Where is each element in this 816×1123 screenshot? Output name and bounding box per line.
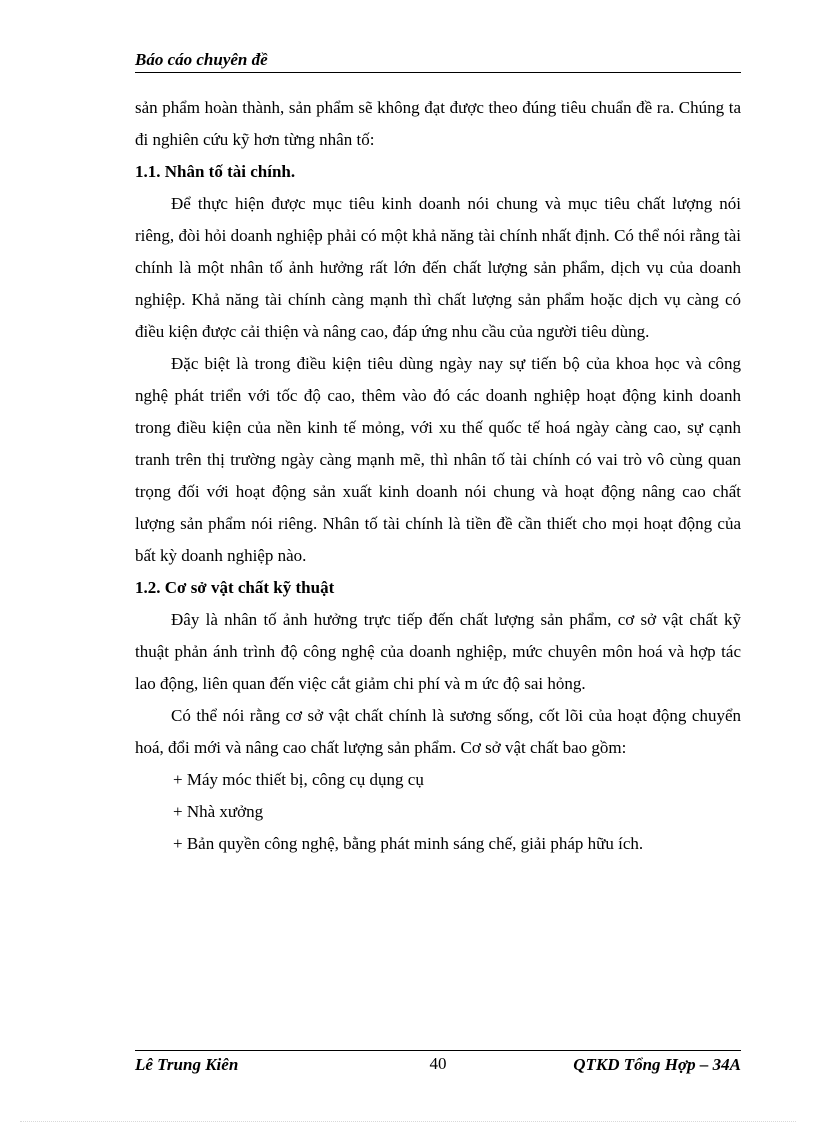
section-heading-financial: 1.1. Nhân tố tài chính. [135,162,296,181]
page-header [135,48,741,73]
page-content [135,92,741,860]
paragraph-infrastructure-1: Đây là nhân tố ảnh hưởng trực tiếp đến chất lượng sản phẩm, cơ sở vật chất kỹ thuật phản ánh trình độ công nghệ của doanh nghiệp, mức chuyên môn hoá và hợp tác lao động, liên quan đến việc cắt giảm chi phí và m ức độ sai hỏng. [135,610,741,693]
list-item: + Máy móc thiết bị, công cụ dụng cụ [173,770,424,789]
list-item: + Bản quyền công nghệ, bằng phát minh sáng chế, giải pháp hữu ích. [173,834,644,853]
footer-class: QTKD Tổng Hợp – 34A [573,1055,741,1074]
list-item: + Nhà xưởng [173,802,264,821]
paragraph-continuation: sản phẩm hoàn thành, sản phẩm sẽ không đạt được theo đúng tiêu chuẩn đề ra. Chúng ta đi nghiên cứu kỹ hơn từng nhân tố: [135,98,741,149]
paragraph-infrastructure-2: Có thể nói rằng cơ sở vật chất chính là sương sống, cốt lõi của hoạt động chuyển hoá, đổi mới và nâng cao chất lượng sản phẩm. Cơ sở vật chất bao gồm: [135,706,741,757]
footer-author: Lê Trung Kiên [135,1055,239,1074]
paragraph-financial-2: Đặc biệt là trong điều kiện tiêu dùng ngày nay sự tiến bộ của khoa học và công nghệ phát triển với tốc độ cao, thêm vào đó các doanh nghiệp hoạt động kinh doanh trong điều kiện của nền kinh tế mỏng, với xu thế quốc tế hoá ngày càng cao, sự cạnh tranh trên thị trường ngày càng mạnh mẽ, thì nhân tố tài chính có vai trò vô cùng quan trọng đối với hoạt động sản xuất kinh doanh nói chung và hoạt động nâng cao chất lượng sản phẩm nói riêng. Nhân tố tài chính là tiền đề cần thiết cho mọi hoạt động của bất kỳ doanh nghiệp nào. [135,354,741,565]
paragraph-financial-1: Để thực hiện được mục tiêu kinh doanh nói chung và mục tiêu chất lượng nói riêng, đòi hỏi doanh nghiệp phải có một khả năng tài chính nhất định. Có thể nói rằng tài chính là một nhân tố ảnh hưởng rất lớn đến chất lượng sản phẩm, dịch vụ của doanh nghiệp. Khả năng tài chính càng mạnh thì chất lượng sản phẩm hoặc dịch vụ càng có điều kiện được cải thiện và nâng cao, đáp ứng nhu cầu của người tiêu dùng. [135,194,741,341]
header-title: Báo cáo chuyên đề [135,50,268,69]
page-number: 40 [429,1054,447,1073]
page-footer [135,1050,741,1079]
section-heading-infrastructure: 1.2. Cơ sở vật chất kỹ thuật [135,578,335,597]
page-edge-divider [20,1121,796,1122]
